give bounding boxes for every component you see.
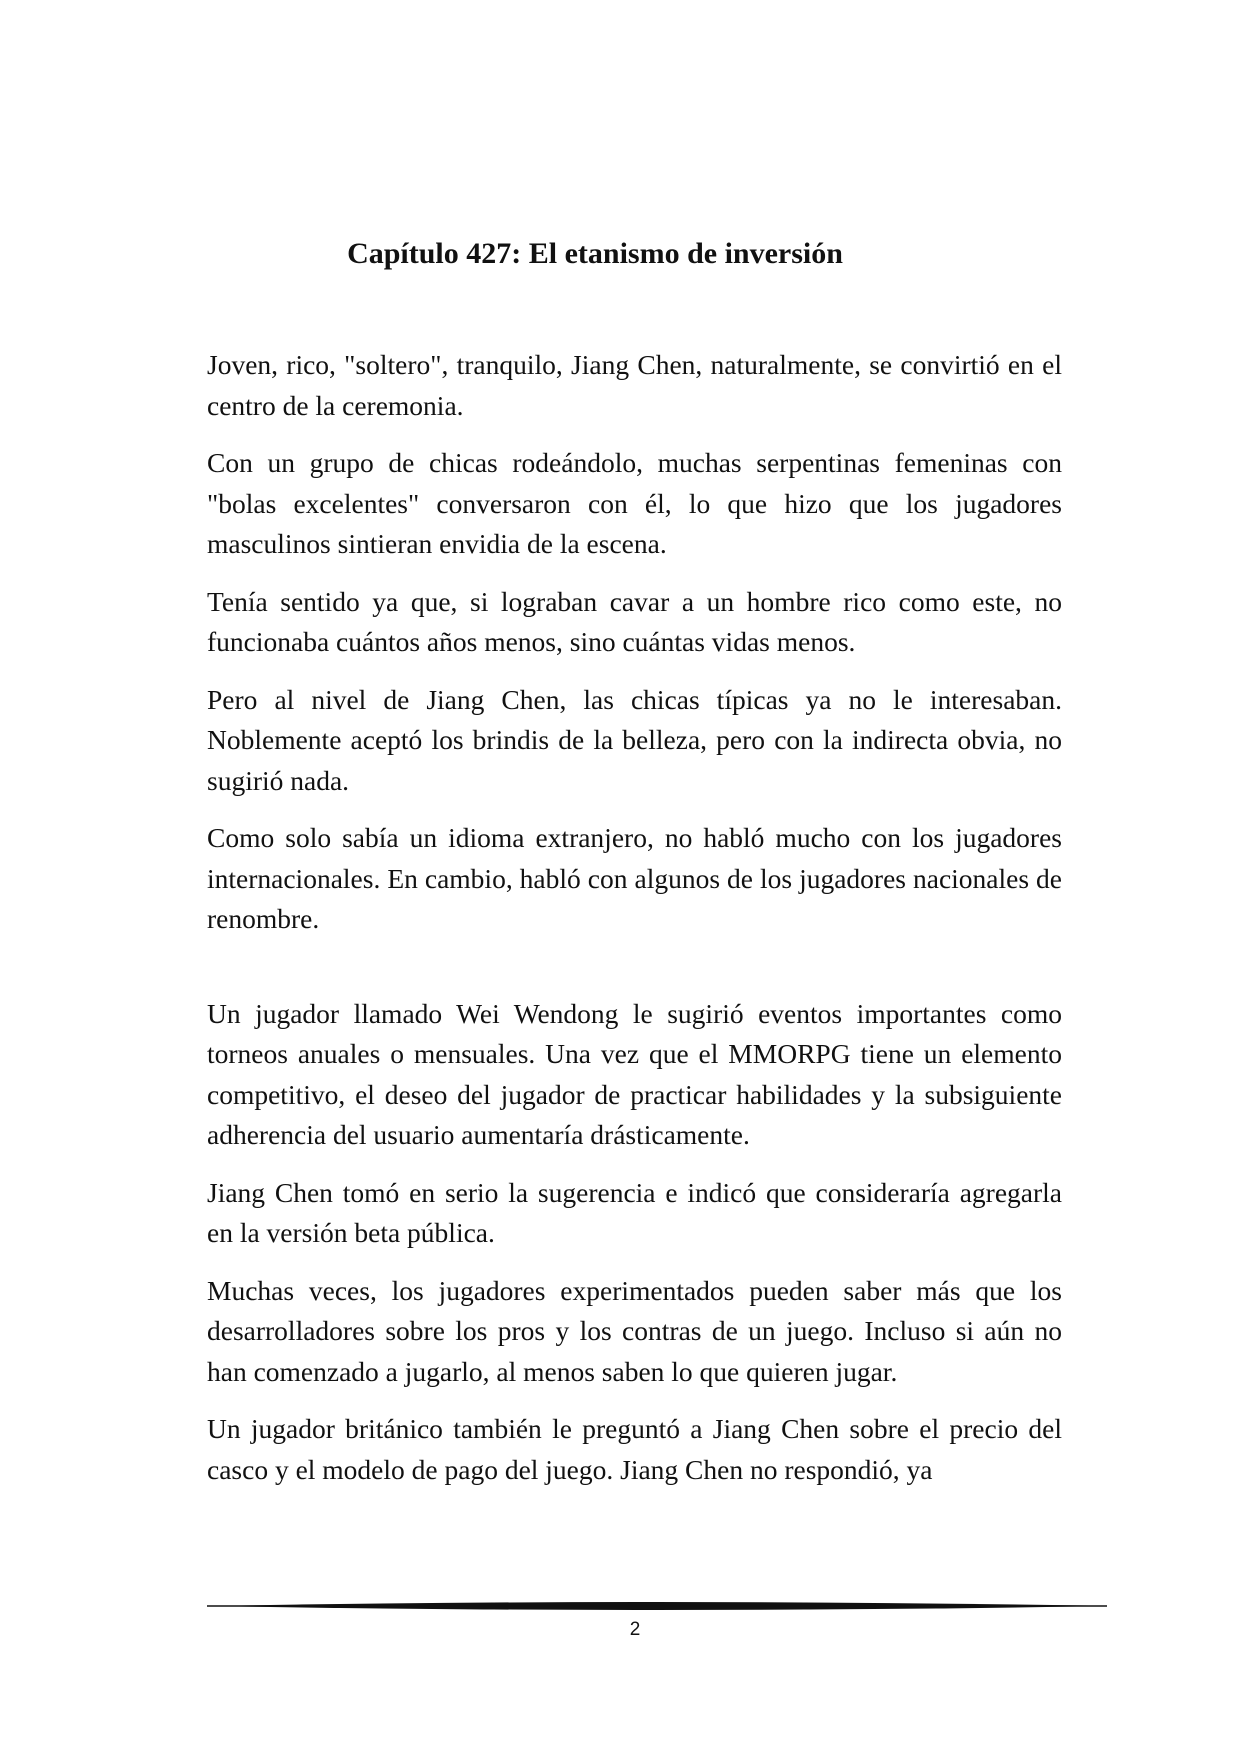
paragraph-1: Joven, rico, "soltero", tranquilo, Jiang Chen, naturalmente, se convirtió en el centro de la ceremonia. <box>207 349 1062 421</box>
paragraph-6: Un jugador llamado Wei Wendong le sugirió eventos importantes como torneos anuales o mensuales. Una vez que el MMORPG tiene un elemento competitivo, el deseo del jugador de practicar habilidades y la subsiguiente adherencia del usuario aumentaría drásticamente. <box>207 997 1062 1150</box>
paragraph-3: Tenía sentido ya que, si lograban cavar a un hombre rico como este, no funcionaba cuántos años menos, sino cuántas vidas menos. <box>207 585 1062 657</box>
paragraph-2: Con un grupo de chicas rodeándolo, muchas serpentinas femeninas con "bolas excelentes" conversaron con él, lo que hizo que los jugadores masculinos sintieran envidia de la escena. <box>207 447 1062 559</box>
body-text <box>207 345 1062 1507</box>
footer-divider <box>207 1600 1107 1612</box>
paragraph-4: Pero al nivel de Jiang Chen, las chicas típicas ya no le interesaban. Noblemente aceptó los brindis de la belleza, pero con la indirecta obvia, no sugirió nada. <box>207 683 1062 796</box>
page-number: 2 <box>629 1619 641 1640</box>
paragraph-7: Jiang Chen tomó en serio la sugerencia e indicó que consideraría agregarla en la versión beta pública. <box>207 1176 1062 1248</box>
paragraph-9: Un jugador británico también le preguntó a Jiang Chen sobre el precio del casco y el modelo de pago del juego. Jiang Chen no respondió, ya <box>207 1413 1062 1485</box>
chapter-title: Capítulo 427: El etanismo de inversión <box>347 237 843 270</box>
paragraph-8: Muchas veces, los jugadores experimentados pueden saber más que los desarrolladores sobre los pros y los contras de un juego. Incluso si aún no han comenzado a jugarlo, al menos saben lo que quieren jugar. <box>207 1274 1062 1387</box>
paragraph-5: Como solo sabía un idioma extranjero, no habló mucho con los jugadores internacionales. En cambio, habló con algunos de los jugadores nacionales de renombre. <box>207 822 1062 934</box>
